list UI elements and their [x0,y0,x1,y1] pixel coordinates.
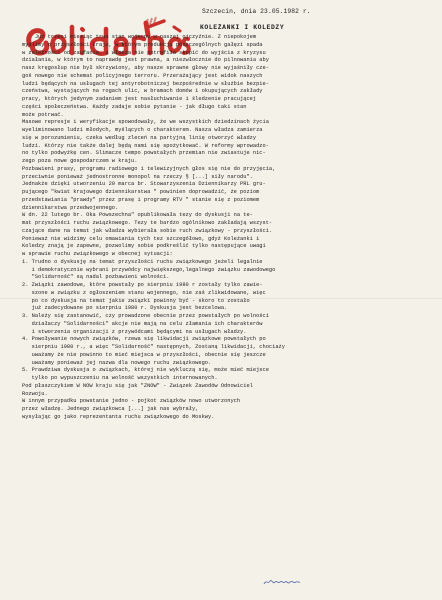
body-line: Koledzy znają je zapewne, pozwolimy sobie podkreślić tylko następujące uwagi [22,243,266,250]
body-line: Już trzeci miesiąc trwa stan wojenny w naszej ojczyźnie. Z niepokojem [22,34,257,40]
body-line: uważamy że nie powinno to mieć miejsca w przyszłości, obecnie się jeszcze [22,351,266,358]
body-line: 5. Prawdziwa dyskusja o związkach, której nie wykluczą się, może mieć miejsce [22,367,269,374]
body-line: myślimy o przyszłości kraju, w którym produkcja poszczególnych gałęzi spada [22,41,263,48]
body-line: w zależności od zaufania, a władza nie potrafiła skupić do wyjścia z kryzysu [22,49,266,56]
body-line: tylko po wypuszczeniu na wolność wszystkich internowanych. [22,375,218,381]
body-line: może potrwać. [22,111,64,118]
body-line: Rozwoju. [22,390,48,397]
body-line: 1. Trudno o dyskusję na temat przyszłości ruchu związkowego jeżeli legalnie [22,258,263,265]
body-line: się w porozumieniu, czeka według zleceń na partyjną linię otworzyć władzy [22,134,257,141]
body-line: wysyłając go jako reprezentanta ruchu związkowego do Moskwy. [22,413,215,420]
handwritten-signature [262,577,302,587]
body-line: przez władzę. Jednego związkowca [...] jak nas wybrały, [22,406,199,412]
body-line: dziennikarstwa przedwojennego. [22,204,119,211]
body-line: pującego "kwiat krajowego dziennikarstwa " powinien doprowadzić, że poziom [22,189,260,195]
body-line: wyeliminowano ludzi młodych, myślących o charakterem. Nasza władza zamierza [22,127,263,133]
body-line: działania, w którym to naprawdę jest prawna, a niezwłocznie do pilnowania aby [22,57,269,64]
body-line: Masowe represje i weryfikacje spowodowały, że we wszystkich dziedzinach życia [22,119,269,126]
document-body [22,34,432,422]
body-line: przeciwnie ponieważ jednostronne monopol na rzeczy § [...] siły narodu". [22,173,253,180]
body-line: i demokratycznie wybrani przywódcy największego,legalnego związku zawodowego [22,266,276,273]
body-line: przedstawiania "prawdy" przez prasę i programy RTV " stanie się z poziomem [22,196,260,203]
body-line: no tylko podwyżkę cen. Slimacze tempo powstałych przemian nie zwiastuje nic- [22,150,266,157]
body-line: Pod płaszczykiem W NOW kraju się jak "ZNOW" - Związek Zawodów Odnowiciel [22,382,253,389]
body-line: ludzi. Którzy nie także dalej będą nami się spożytkować. W reformy wprowadzo- [22,142,269,149]
body-line: czające dane na temat jak władza wybierała sobie ruch związkowy - przyszłości. [22,227,273,234]
body-line: uważamy ponieważ jej nazwa dla nowego ruchu związkowego. [22,359,212,366]
body-line: 2. Związki zawodowe, które powstały po sierpniu 1980 r zostały tylko zawie- [22,282,263,288]
body-line: W innym przypadku powstanie jedno - pojkot związków nowo utworzonych [22,398,241,405]
body-line: ludzi będących na usługach tej antyrobotniczej bezpośrednie w służbie bezpie- [22,80,269,87]
body-line: "Solidarność" są nadal pozbawieni wolności. [22,274,170,281]
body-line: 3. Należy się zastanowić, czy prowadzone obecnie przez powstałych po wolności [22,313,269,319]
body-line: 4. Powoływanie nowych związków, rzewa się likwidacji związkowe powstałych po [22,336,266,343]
body-line: i stworzenia organizacji z przywódcami będącymi na usługach władzy. [22,328,247,335]
body-line: szone w związku z ogłoszeniem stanu wojennego, nie zaś zlikwidowane, więc [22,289,266,296]
document-title: KOLEŻANKI I KOLEDZY [200,24,285,31]
body-line: W dn. 22 lutego br. Oka Powszechna" opublikowała tezy do dyskusji na te- [22,212,253,219]
body-line: Pozbawieni prasy, programu radiowego i telewizyjnych głos się nie do przyjęcia, [22,165,276,172]
body-line: zego poza nowe gospodarczem w kraju. [22,158,138,164]
body-line: mat przyszłości ruchu związkowego. Tezy te bardzo ogólnikowo zakładają wszyst- [22,220,273,226]
body-line: pracy, których jedynym zadaniem jest nasłuchiwanie i śledzenie pracującej [22,96,257,102]
body-line: już zadecydowane po sierpniu 1980 r. Dyskusja jest bezcelowa. [22,305,228,312]
body-line: sierpniu 1980 r., a więc "Solidarność" następnych, Zostaną likwidacji, chociaży [22,344,285,350]
body-line: Jednakże dzięki utworzeniu 20 marca br. Stowarzyszenia Dziennikarzy PRL gru- [22,181,266,188]
body-line: części społeczeństwa. Każdy zadaje sobie pytanie - jak długo taki stan [22,103,247,110]
body-line: po co dyskusja na temat jakie związki powinny być - skoro to zostało [22,297,250,304]
body-line: goś nowego nie schemat policyjnego terroru. Przerażający jest widok naszych [22,72,263,79]
body-line: działaczy "Solidarności" akcje nie mają na celu złamania ich charakterów [22,320,263,327]
body-line: czeństwa, wystających na rogach ulic, w bramach domów i okupujących zakłady [22,88,263,95]
body-line: Ponieważ nie widzimy celu omawiania tych tez szczegółowo, gdyż Koleżanki i [22,235,260,242]
body-line: nasz kręgosłup nie był skrzywiony, aby nasze sprawne głowy nie wyjaśniły cze- [22,65,269,71]
document-date: Szczecin, dnia 23.05.1982 r. [202,8,311,15]
body-line: w sprawie ruchu związkowego w obecnej sytuacji: [22,251,173,257]
